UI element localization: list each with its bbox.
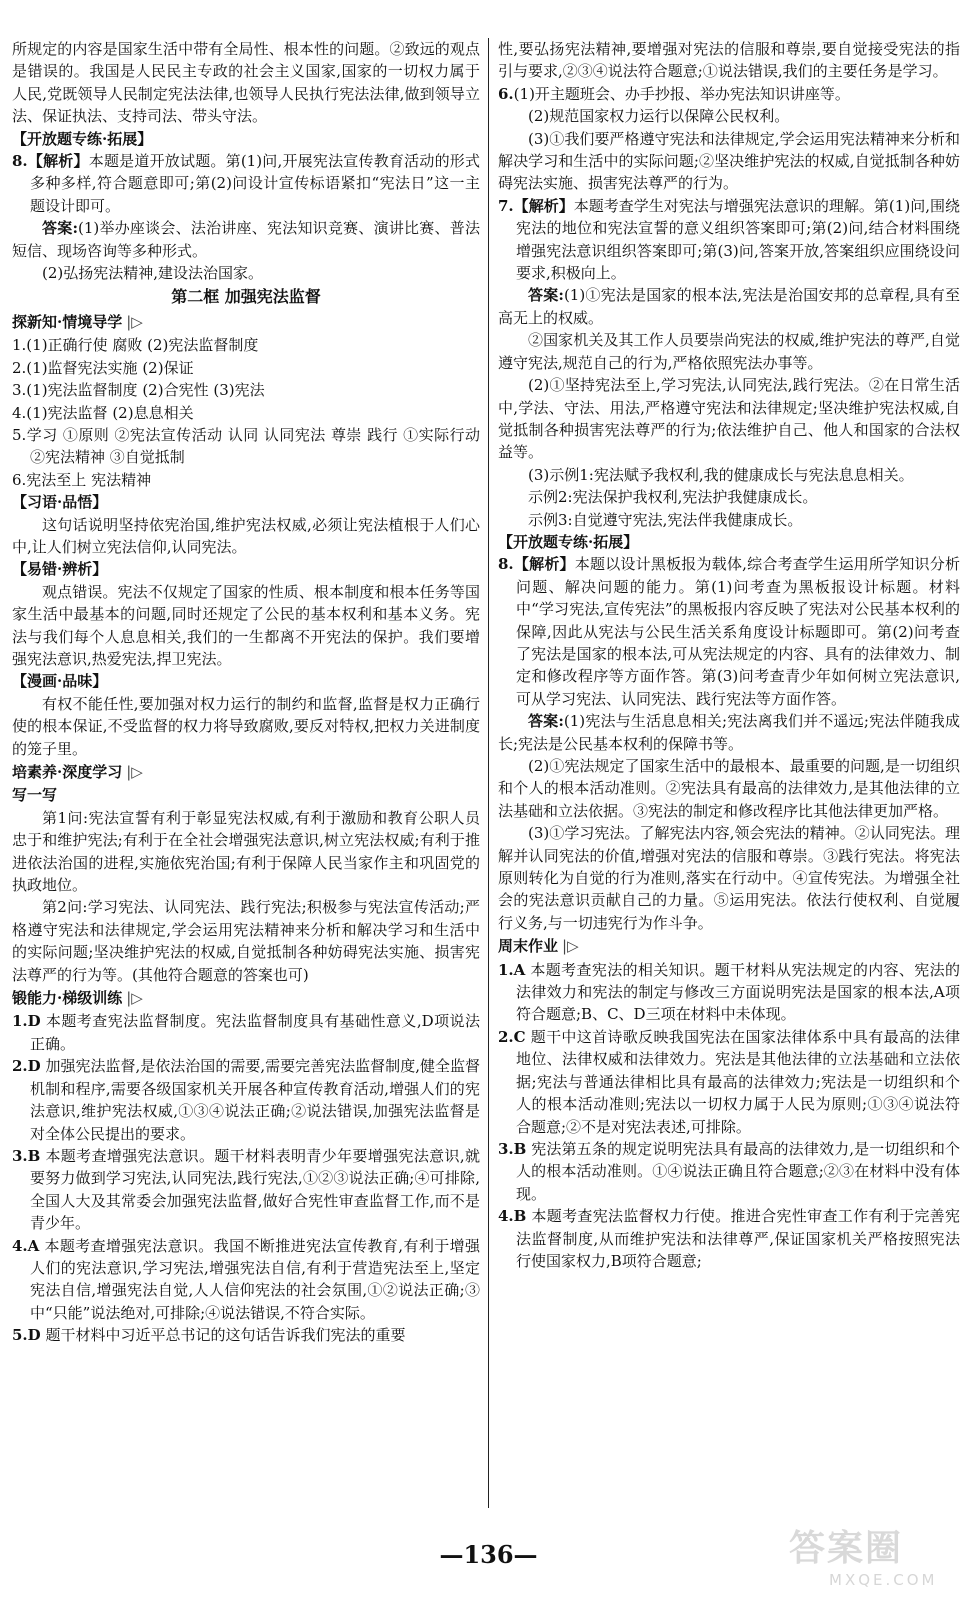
analysis-tag: 【解析】 xyxy=(513,196,574,215)
question-number: 1.D xyxy=(12,1012,41,1031)
analysis-tag: 【解析】 xyxy=(513,555,575,574)
question-answer xyxy=(498,959,960,1026)
paragraph: (2)①坚持宪法至上,学习宪法,认同宪法,践行宪法。②在日常生活中,学法、守法、用法,严格遵守宪法和法律规定;坚决维护宪法权威,自觉抵制各种损害宪法尊严的行为;依法维护自己、他人和国家的合法权益等。 xyxy=(498,376,960,462)
answer-text: (1)①宪法是国家的根本法,宪法是治国安邦的总章程,具有至高无上的权威。 xyxy=(498,286,960,327)
question-number: 5.D xyxy=(12,1326,41,1345)
module-title: 锻能力·梯级训练 xyxy=(12,989,123,1008)
section-heading: 【 漫画·品味 】 xyxy=(12,670,480,692)
paragraph: 第1问:宪法宣誓有利于彰显宪法权威,有利于激励和教育公职人员忠于和维护宪法;有利于在全社会增强宪法意识,树立宪法权威;有利于推进依法治国的进程,实施依宪治国;有利于保障人民当家作主和巩固党的执政地位。 xyxy=(12,808,480,895)
module-heading xyxy=(12,311,480,333)
answer-text: 加强宪法监督,是依法治国的需要,需要完善宪法监督制度,健全监督机制和程序,需要各级国家机关开展各种宣传教育活动,增强人们的宪法意识,维护宪法权威,①③④说法正确;②说法错误,加强宪法监督是对全体公民提出的要求。 xyxy=(30,1057,480,1143)
question-answer xyxy=(12,1010,480,1055)
module-heading xyxy=(12,761,480,783)
paragraph: 观点错误。宪法不仅规定了国家的性质、根本制度和根本任务等国家生活中最基本的问题,同时还规定了公民的基本权利和基本义务。宪法与我们每个人息息相关,我们的一生都离不开宪法的保护。我们要增强宪法意识,热爱宪法,捍卫宪法。 xyxy=(12,582,480,668)
left-column xyxy=(12,38,480,1347)
subheading: 写一写 xyxy=(12,786,58,805)
lesson-title: 第二框 加强宪法监督 xyxy=(171,287,321,307)
question-number: 4.B xyxy=(498,1207,527,1226)
section-heading: 【 开放题专练·拓展 】 xyxy=(12,128,480,150)
paragraph: 这句话说明坚持依宪治国,维护宪法权威,必须让宪法植根于人们心中,让人们树立宪法信仰,认同宪法。 xyxy=(12,515,480,556)
question-answer xyxy=(12,150,480,217)
answer-text: 本题考查宪法监督制度。宪法监督制度具有基础性意义,D项说法正确。 xyxy=(30,1012,480,1053)
question-number: 7. xyxy=(498,196,514,215)
paragraph: 示例2:宪法保护我权利,宪法护我健康成长。 xyxy=(528,488,818,507)
module-title: 探新知·情境导学 xyxy=(12,312,123,331)
question-number: 8. xyxy=(12,152,28,171)
question-number: 3.B xyxy=(498,1139,527,1158)
module-title: 培素养·深度学习 xyxy=(12,763,123,781)
question-number: 6. xyxy=(498,84,514,103)
paragraph: 第2问:学习宪法、认同宪法、践行宪法;积极参与宪法宣传活动;严格遵守宪法和法律规定,学会运用宪法精神来分析和解决学习和生活中的实际问题;坚决维护宪法的权威,自觉抵制各种妨碍宪法实施、损害宪法尊严的行为等。(其他符合题意的答案也可) xyxy=(12,898,480,984)
question-answer xyxy=(498,1205,960,1272)
question-number: 2.D xyxy=(12,1057,41,1076)
paragraph: 6.宪法至上 宪法精神 xyxy=(12,470,152,489)
question-answer xyxy=(498,1138,960,1205)
answer-text: 本题考查学生对宪法与增强宪法意识的理解。第(1)问,围绕宪法的地位和宪法宣誓的意义组织答案即可;第(2)问,结合材料围绕增强宪法意识组织答案即可;第(3)问,答案开放,答案组织应围绕设问要求,积极向上。 xyxy=(516,196,960,283)
answer-text: 题干中这首诗歌反映我国宪法在国家法律体系中具有最高的法律地位、法律权威和法律效力。宪法是其他法律的立法基础和立法依据;宪法与普通法律相比具有最高的法律效力;宪法是一切组织和个人的根本活动准则;宪法以一切权力属于人民为原则;①③④说法符合题意;②不是对宪法表述,可排除。 xyxy=(516,1027,960,1136)
paragraph: 所规定的内容是国家生活中带有全局性、根本性的问题。②致远的观点是错误的。我国是人民民主专政的社会主义国家,国家的一切权力属于人民,党既领导人民制定宪法法律,也领导人民执行宪法法律,做到领导立法、保证执法、支持司法、带头守法。 xyxy=(12,40,480,126)
answer-label: 答案: xyxy=(42,219,78,238)
answer-block xyxy=(12,217,480,262)
column-divider xyxy=(488,38,489,1508)
answer-text: 本题考查增强宪法意识。题干材料表明青少年要增强宪法意识,就要努力做到学习宪法,认同宪法,践行宪法,①②③说法正确;④可排除,全国人大及其常委会加强宪法监督,做好合宪性审查监督工作,而不是青少年。 xyxy=(30,1146,480,1233)
module-arrow-icon: |▷ xyxy=(126,312,143,331)
paragraph: 1.(1)正确行使 腐败 (2)宪法监督制度 xyxy=(12,336,259,355)
answer-text: 宪法第五条的规定说明宪法具有最高的法律效力,是一切组织和个人的根本活动准则。①④说法正确且符合题意;②③在材料中没有体现。 xyxy=(516,1139,960,1203)
answer-label: 答案: xyxy=(528,712,564,731)
watermark-text: 答案圈 xyxy=(789,1528,904,1569)
question-answer xyxy=(498,1026,960,1138)
answer-text: 本题以设计黑板报为载体,综合考查学生运用所学知识分析问题、解决问题的能力。第(1)问考查为黑板报设计标题。材料中“学习宪法,宣传宪法”的黑板报内容反映了宪法对公民基本权利的保障,因此从宪法与公民生活关系角度设计标题即可。第(2)问考查了宪法是国家的根本法,可从宪法规定的内容、具有的法律效力、制定和修改程序等方面作答。第(3)问考查青少年如何树立宪法意识,可从学习宪法、认同宪法、践行宪法等方面作答。 xyxy=(516,555,960,708)
paragraph: (2)①宪法规定了国家生活中的最根本、最重要的问题,是一切组织和个人的根本活动准则。②宪法具有最高的法律效力,是其他法律的立法基础和立法依据。③宪法的制定和修改程序比其他法律更加严格。 xyxy=(498,757,960,820)
paragraph: (3)示例1:宪法赋予我权利,我的健康成长与宪法息息相关。 xyxy=(528,465,914,484)
paragraph: 有权不能任性,要加强对权力运行的制约和监督,监督是权力正确行使的根本保证,不受监督的权力将导致腐败,要反对特权,把权力关进制度的笼子里。 xyxy=(12,694,480,758)
paragraph: 性,要弘扬宪法精神,要增强对宪法的信服和尊崇,要自觉接受宪法的指引与要求,②③④说法符合题意;①说法错误,我们的主要任务是学习。 xyxy=(498,40,960,81)
answer-text: 题干材料中习近平总书记的这句话告诉我们宪法的重要 xyxy=(40,1326,406,1345)
page-number: —136— xyxy=(439,1540,538,1569)
question-number: 3.B xyxy=(12,1146,41,1165)
section-heading: 【 易错·辨析 】 xyxy=(12,558,480,580)
paragraph: 4.(1)宪法监督 (2)息息相关 xyxy=(12,403,194,422)
paragraph: 3.(1)宪法监督制度 (2)合宪性 (3)宪法 xyxy=(12,381,265,400)
watermark-url: MXQE.COM xyxy=(829,1571,938,1589)
answer-text: 本题是道开放试题。第(1)问,开展宪法宣传教育活动的形式多种多样,符合题意即可;第(2)问设计宣传标语紧扣“宪法日”这一主题设计即可。 xyxy=(30,152,480,215)
answer-text: (1)举办座谈会、法治讲座、宪法知识竞赛、演讲比赛、普法短信、现场咨询等多种形式。 xyxy=(12,219,480,260)
section-heading: 【 开放题专练·拓展 】 xyxy=(498,531,960,553)
module-heading xyxy=(12,987,480,1009)
module-arrow-icon: |▷ xyxy=(562,937,579,956)
question-answer xyxy=(12,1145,480,1235)
question-answer xyxy=(12,1235,480,1325)
question-number: 1.A xyxy=(498,960,526,979)
answer-text: 本题考查宪法监督权力行使。推进合宪性审查工作有利于完善宪法监督制度,从而维护宪法和法律尊严,保证国家机关严格按照宪法行使国家权力,B项符合题意; xyxy=(516,1207,960,1270)
module-arrow-icon: |▷ xyxy=(126,989,143,1008)
module-heading xyxy=(498,935,960,957)
paragraph: (2)弘扬宪法精神,建设法治国家。 xyxy=(42,264,264,283)
watermark-logo xyxy=(789,1520,959,1590)
question-answer xyxy=(498,195,960,285)
answer-text: 本题考查宪法的相关知识。题干材料从宪法规定的内容、宪法的法律效力和宪法的制定与修改三方面说明宪法是国家的根本法,A项符合题意;B、C、D三项在材料中未体现。 xyxy=(516,960,960,1024)
question-number: 2.C xyxy=(498,1027,526,1046)
paragraph: 2.(1)监督宪法实施 (2)保证 xyxy=(12,358,194,377)
paragraph: (2)规范国家权力运行以保障公民权利。 xyxy=(528,107,790,126)
module-title: 周末作业 xyxy=(498,937,559,956)
question-number: 4.A xyxy=(12,1236,40,1255)
answer-block xyxy=(498,710,960,755)
paragraph: 示例3:自觉遵守宪法,宪法伴我健康成长。 xyxy=(528,510,803,529)
answer-text: (1)宪法与生活息息相关;宪法离我们并不遥远;宪法伴随我成长;宪法是公民基本权利的保障书等。 xyxy=(498,712,960,753)
paragraph: ②国家机关及其工作人员要崇尚宪法的权威,维护宪法的尊严,自觉遵守宪法,规范自己的行为,严格依照宪法办事等。 xyxy=(498,331,960,372)
right-column xyxy=(498,38,960,1272)
question-answer xyxy=(498,553,960,710)
answer-line: 5.学习 ①原则 ②宪法宣传活动 认同 认同宪法 尊崇 践行 ①实际行动 ②宪法精神 ③自觉抵制 xyxy=(12,425,480,467)
question-number: 8. xyxy=(498,555,514,574)
answer-block xyxy=(498,284,960,329)
paragraph: (3)①我们要严格遵守宪法和法律规定,学会运用宪法精神来分析和解决学习和生活中的实际问题;②坚决维护宪法的权威,自觉抵制各种妨碍宪法实施、损害宪法尊严的行为。 xyxy=(498,129,960,193)
module-arrow-icon: |▷ xyxy=(126,763,143,781)
section-heading: 【 习语·品悟 】 xyxy=(12,491,480,513)
paragraph: (3)①学习宪法。了解宪法内容,领会宪法的精神。②认同宪法。理解并认同宪法的价值,增强对宪法的信服和尊崇。③践行宪法。将宪法原则转化为自觉的行为准则,落实在行动中。④宣传宪法。为增强全社会的宪法意识贡献自己的力量。⑤运用宪法。依法行使权利、自觉履行义务,与一切违宪行为作斗争。 xyxy=(498,824,960,932)
question-answer xyxy=(12,1324,480,1346)
answer-label: 答案: xyxy=(528,286,564,305)
answer-text: 本题考查增强宪法意识。我国不断推进宪法宣传教育,有利于增强人们的宪法意识,学习宪法,增强宪法自信,有利于营造宪法至上,坚定宪法自信,增强宪法自觉,人人信仰宪法的社会氛围,①②说法正确;③中“只能”说法绝对,可排除;④说法错误,不符合实际。 xyxy=(30,1236,480,1322)
question-answer xyxy=(12,1055,480,1145)
answer-text: (1)开主题班会、办手抄报、举办宪法知识讲座等。 xyxy=(513,84,850,103)
analysis-tag: 【解析】 xyxy=(27,152,89,171)
question-answer xyxy=(498,83,960,105)
